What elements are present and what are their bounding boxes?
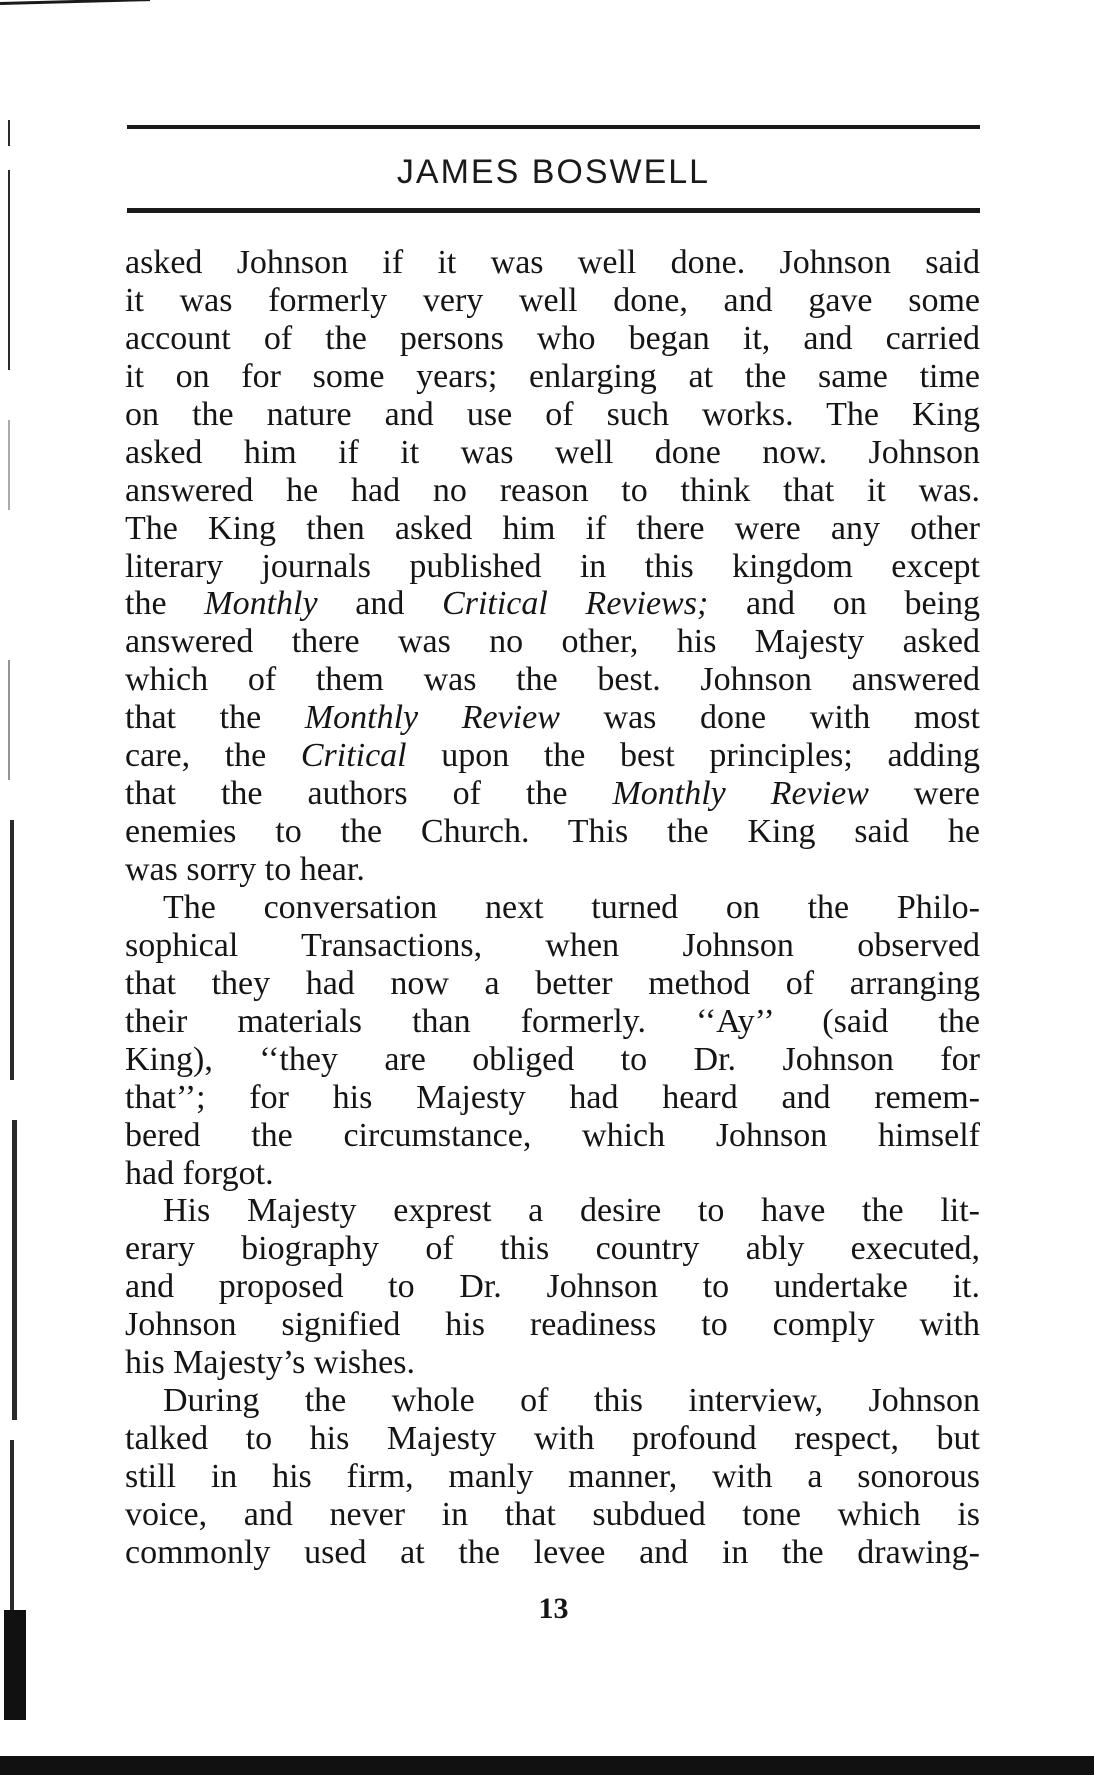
text-line: had forgot. <box>125 1154 274 1192</box>
scan-edge-mark <box>0 0 150 12</box>
text-line: it was formerly very well done, and gave some <box>125 281 980 319</box>
line-segment: were <box>868 775 980 813</box>
text-line: account of the persons who began it, and carried <box>125 319 980 357</box>
line-segment: that the <box>125 699 305 737</box>
text-line: answered there was no other, his Majesty asked <box>125 623 980 661</box>
text-line-with-titles <box>125 699 980 737</box>
text-line: voice, and never in that subdued tone which is <box>125 1495 980 1533</box>
text-line: The King then asked him if there were any other <box>125 509 980 547</box>
text-line: on the nature and use of such works. The King <box>125 395 980 433</box>
text-line-with-titles <box>125 585 980 623</box>
line-segment: was done with most <box>559 699 980 737</box>
text-line: His Majesty exprest a desire to have the lit- <box>163 1192 980 1230</box>
edge-dark-block <box>4 1610 26 1720</box>
scan-bottom-edge <box>0 1756 1094 1775</box>
italic-title: Critical <box>300 737 407 775</box>
text-line: King), ‘‘they are obliged to Dr. Johnson for <box>125 1040 980 1078</box>
edge-mark <box>8 660 10 780</box>
italic-title: Monthly Review <box>304 699 560 737</box>
line-segment: and on being <box>708 585 980 623</box>
text-line: bered the circumstance, which Johnson himself <box>125 1116 980 1154</box>
text-line: enemies to the Church. This the King said he <box>125 813 980 851</box>
text-line-with-titles <box>125 737 980 775</box>
italic-title: Monthly Review <box>612 775 869 813</box>
edge-mark <box>12 1120 17 1420</box>
text-line: which of them was the best. Johnson answered <box>125 661 980 699</box>
line-segment: care, the <box>125 737 301 775</box>
text-line: The conversation next turned on the Philo- <box>163 888 980 926</box>
page-number: 13 <box>538 1592 569 1625</box>
text-line: and proposed to Dr. Johnson to undertake it. <box>125 1268 980 1306</box>
italic-title: Monthly <box>204 585 318 623</box>
text-line: still in his firm, manly manner, with a sonorous <box>125 1458 980 1495</box>
italic-title: Critical Reviews; <box>442 585 709 623</box>
text-line: answered he had no reason to think that it was. <box>125 471 980 509</box>
text-line: erary biography of this country ably executed, <box>125 1230 980 1268</box>
edge-mark <box>8 420 10 510</box>
running-head: JAMES BOSWELL <box>396 153 711 191</box>
text-line: sophical Transactions, when Johnson observed <box>125 926 980 964</box>
line-segment: and <box>317 585 443 623</box>
text-line-with-titles <box>125 775 980 813</box>
text-line: talked to his Majesty with profound respect, but <box>125 1420 980 1458</box>
text-line: his Majesty’s wishes. <box>125 1344 415 1382</box>
text-line: literary journals published in this kingdom except <box>125 547 980 585</box>
text-line: Johnson signified his readiness to comply with <box>125 1306 980 1344</box>
text-line: was sorry to hear. <box>125 851 365 888</box>
line-segment: the <box>125 585 205 623</box>
edge-mark <box>8 120 10 146</box>
text-line: asked him if it was well done now. Johnson <box>125 433 980 471</box>
text-line: asked Johnson if it was well done. Johnson said <box>125 244 980 281</box>
text-line: that they had now a better method of arranging <box>125 964 980 1002</box>
header-rule-top <box>127 125 980 129</box>
line-segment: that the authors of the <box>125 775 613 813</box>
scan-binding-edge <box>0 120 36 1720</box>
edge-mark <box>8 170 10 370</box>
text-line: their materials than formerly. ‘‘Ay’’ (said the <box>125 1002 980 1040</box>
text-line: During the whole of this interview, Johnson <box>163 1382 980 1420</box>
text-line: that’’; for his Majesty had heard and remem- <box>125 1078 980 1116</box>
header-rule-bottom <box>127 208 980 213</box>
line-segment: upon the best principles; adding <box>406 737 980 775</box>
edge-mark <box>10 820 14 1080</box>
text-line: commonly used at the levee and in the drawing- <box>125 1533 980 1571</box>
text-line: it on for some years; enlarging at the same time <box>125 357 980 395</box>
page-body <box>125 244 980 1572</box>
